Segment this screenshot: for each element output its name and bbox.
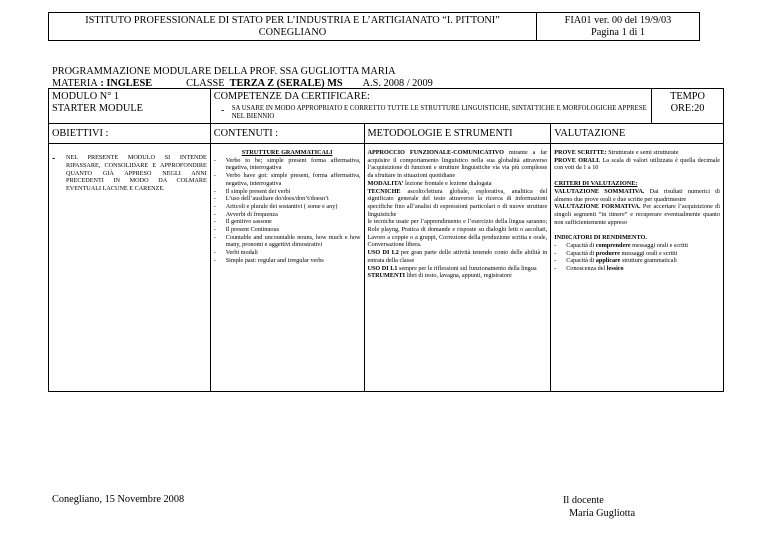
indicatori-list	[554, 242, 720, 273]
metodologie-tecniche: TECNICHE ascolto/lettura globale, esplorativa, analitica del significato generale del testo attraverso la ricerca di informazioni specifiche fino all’analisi di espressioni particolari o di nuove strutture linguistiche	[367, 187, 548, 218]
list-item: - Verbo to be; simple present forma affermativa, negativa, interrogativa	[213, 156, 361, 172]
classe-value: TERZA Z (SERALE) MS	[229, 78, 343, 89]
materia-value: : INGLESE	[97, 78, 153, 89]
competenze-cell	[210, 89, 651, 124]
obiettivi-text: NEL PRESENTE MODULO SI INTENDE RIPASSARE, CONSOLIDARE E APPROFONDIRE QUANTO GIÀ APPRESO NEGLI ANNI PRECEDENTI IN MODO DA COLMARE EVENTUALI LACUNE E CARENZE.	[66, 154, 207, 193]
institute-cell	[49, 13, 537, 41]
list-item: - Countable and uncountable nouns, how much e how many, pronomi e aggettivi dimostrativi	[213, 233, 361, 249]
list-item: - Capacità di applicare strutture grammaticali	[554, 257, 677, 265]
obiettivi-dash: -	[52, 153, 56, 164]
list-item: - Articoli e plurale dei sostantivi ( some e any)	[213, 202, 338, 210]
module-table	[48, 88, 724, 392]
place-date: Conegliano, 15 Novembre 2008	[52, 494, 185, 505]
list-item: - Verbi modali	[213, 249, 258, 257]
document-code-cell	[537, 13, 700, 41]
list-item: - Conoscenza del lessico	[554, 265, 624, 273]
competenze-text: SA USARE IN MODO APPROPRIATO E CORRETTO TUTTE LE STRUTTURE LINGUISTICHE, SINTATTICHE E MORFOLOGICHE APPRESE NEL BIENNIO	[231, 105, 647, 120]
programme-title: PROGRAMMAZIONE MODULARE DELLA PROF. SSA GUGLIOTTA MARIA	[52, 66, 396, 77]
teacher-role: Il docente	[563, 495, 604, 506]
metodologie-uso-l2: USO DI L2 per gran parte delle attività tenendo conto delle abilità in entrata della classe	[367, 249, 548, 264]
classe-label: CLASSE	[186, 78, 225, 89]
obiettivi-cell	[49, 144, 211, 392]
competenze-dash: -	[221, 105, 225, 116]
programme-intro	[52, 66, 433, 90]
tempo-value: ORE:20	[670, 103, 705, 114]
module-cell	[49, 89, 211, 124]
document-header	[48, 12, 700, 41]
header-contenuti: CONTENUTI :	[210, 124, 364, 144]
list-item: - Capacità di comprendere messaggi orali e scritti	[554, 242, 689, 250]
materia-label: MATERIA	[52, 78, 98, 89]
list-item: - Capacità di produrre messaggi orali e scritti	[554, 249, 678, 257]
list-item: - Il simple present dei verbi	[213, 187, 291, 195]
competenze-title: COMPETENZE DA CERTIFICARE:	[213, 91, 370, 102]
content-row	[49, 144, 724, 392]
list-item: - Simple past: regular and irregular verbs	[213, 256, 324, 264]
school-year: A.S. 2008 / 2009	[362, 78, 433, 89]
institute-name: ISTITUTO PROFESSIONALE DI STATO PER L’INDUSTRIA E L’ARTIGIANATO “I. PITTONI”	[85, 15, 500, 26]
list-item: - Il present Continuous	[213, 226, 280, 234]
header-valutazione: VALUTAZIONE	[551, 124, 724, 144]
valutazione-sommativa: VALUTAZIONE SOMMATIVA. Dai risultati numerici di almeno due prove orali e due scritte per quadrimestre	[554, 187, 720, 203]
metodologie-modalita: MODALITA’ lezione frontale e lezione dialogata	[367, 179, 492, 187]
list-item: - Verbo have got: simple present, forma affermativa, negativa, interrogativa	[213, 172, 361, 187]
list-item: - L’uso dell’ausiliare do/does/don’t/doesn’t	[213, 195, 329, 203]
indicatori-title: INDICATORI DI RENDIMENTO.	[554, 234, 647, 242]
valutazione-formativa: VALUTAZIONE FORMATIVA. Per accertare l’acquisizione di singoli segmenti “in itinere” e recuperare eventualmente quanto non sufficientemente appreso	[554, 203, 720, 226]
header-metodologie: METODOLOGIE E STRUMENTI	[364, 124, 551, 144]
list-item: - Avverbi di frequenza	[213, 210, 278, 218]
tempo-cell	[652, 89, 724, 124]
contenuti-list	[214, 157, 361, 265]
signature-block	[563, 494, 635, 520]
teacher-name: Maria Gugliotta	[569, 508, 636, 519]
module-row	[49, 89, 724, 124]
module-number: MODULO N° 1	[52, 91, 120, 102]
contenuti-cell	[210, 144, 364, 392]
document-version: FIA01 ver. 00 del 19/9/03	[564, 15, 672, 26]
valutazione-cell	[551, 144, 724, 392]
valutazione-criteri: CRITERI DI VALUTAZIONE:	[554, 180, 638, 188]
header-obiettivi: OBIETTIVI :	[49, 124, 211, 144]
institute-city: CONEGLIANO	[258, 27, 327, 38]
tempo-label: TEMPO	[670, 91, 705, 102]
column-headers	[49, 124, 724, 144]
module-name: STARTER MODULE	[52, 103, 143, 114]
metodologie-tecniche-usate: le tecniche usate per l’apprendimento e l’esercizio della lingua saranno; Role playng, Pratica di domande e risposte su dialoghi letti o ascoltati, Lavoro a coppie o a gruppi, Correzione della produzione scritta e orale, Conversazione libera.	[367, 218, 548, 249]
metodologie-strumenti: STRUMENTI libri di testo, lavagna, appunti, registratore	[367, 272, 512, 280]
valutazione-prove-orali: PROVE ORALI. La scala di valori utilizzata è quella decimale con voti da 1 a 10	[554, 156, 720, 172]
list-item: - Il genitivo sassone	[213, 218, 272, 226]
metodologie-cell	[364, 144, 551, 392]
valutazione-prove-scritte: PROVE SCRITTE: Strutturate e semi strutturate	[554, 149, 679, 156]
metodologie-uso-l1: USO DI L1 sempre per le riflessioni sul funzionamento della lingua	[367, 264, 537, 272]
contenuti-title: STRUTTURE GRAMMATICALI	[241, 149, 333, 156]
metodologie-approccio: APPROCCIO FUNZIONALE-COMUNICATIVO mirante a far acquisire il comportamento linguistico nella sua globalità attraverso l’acquisizione di funzioni e strutture linguistiche via via più complesse da sfruttare in situazioni quotidiane	[367, 149, 548, 180]
page-number: Pagina 1 di 1	[590, 27, 646, 38]
